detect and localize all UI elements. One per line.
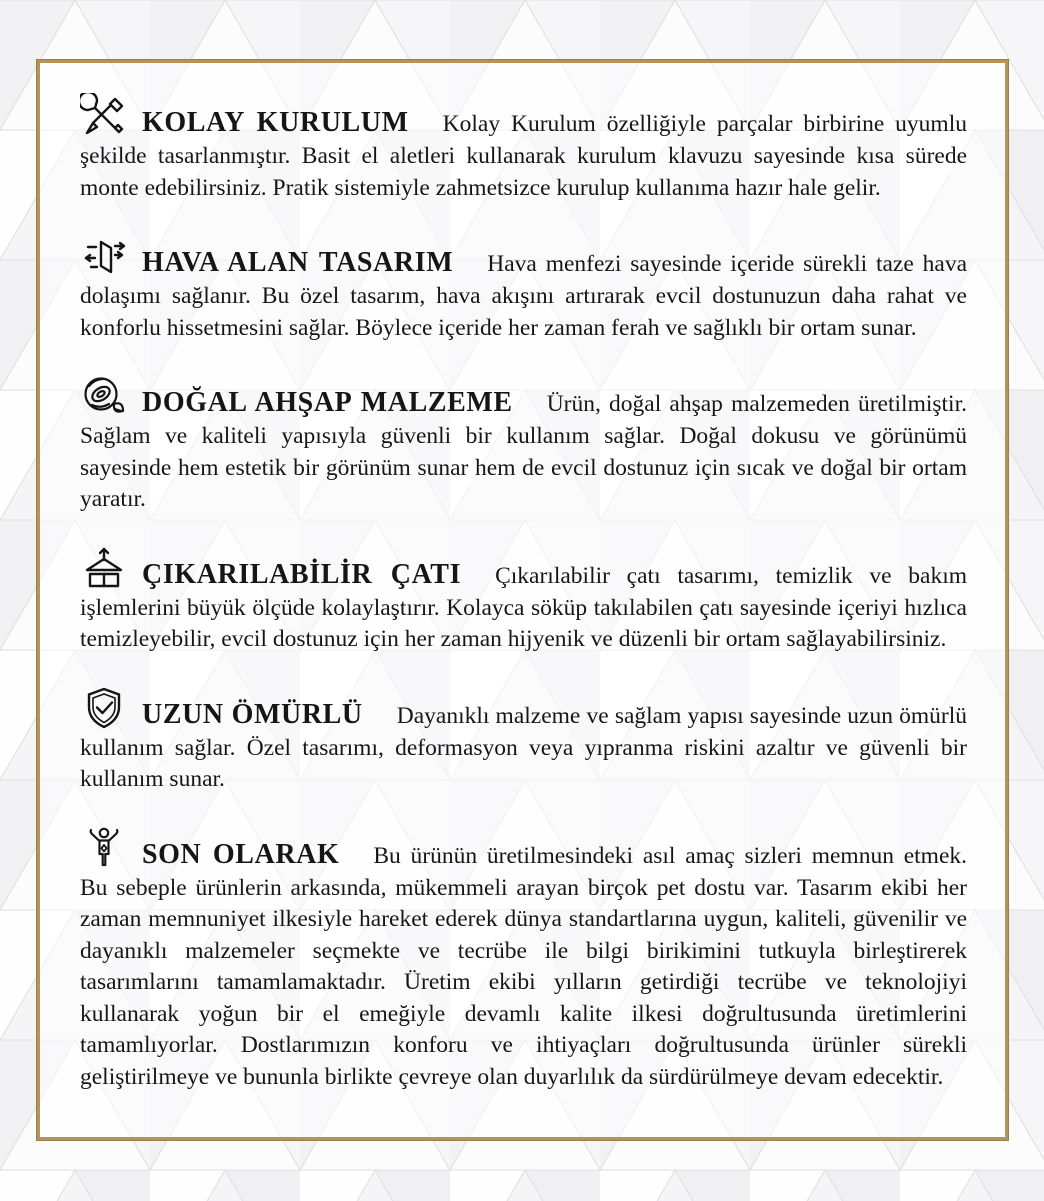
feature-section-dogal-ahsap-malzeme <box>80 373 967 516</box>
section-heading: ÇIKARILABİLİR ÇATI <box>142 558 462 590</box>
removable-roof-icon <box>80 545 128 593</box>
shield-check-icon <box>80 685 128 733</box>
section-body-text: Çıkarılabilir çatı tasarımı, temizlik ve bakım işlemlerini büyük ölçüde kolaylaştırır. Kolayca söküp takılabilen çatı sayesinde içeriyi hızlıca temizleyebilir, evcil dostunuz için her zaman hijyenik ve düzenli bir ortam sağlayabilirsiniz. <box>80 562 968 652</box>
section-heading: SON OLARAK <box>142 838 340 870</box>
section-heading: KOLAY KURULUM <box>142 107 409 138</box>
feature-section-uzun-omurlu <box>80 685 967 796</box>
wood-grain-icon <box>80 373 128 421</box>
section-body-text: Ürün, doğal ahşap malzemeden üretilmiştir. Sağlam ve kaliteli yapısıyla güvenli bir kullanım sağlar. Doğal dokusu ve görünümü sayesinde hem estetik bir görünüm sunar hem de evcil dostunuz için sıcak ve doğal bir ortam yaratır. <box>80 391 967 512</box>
feature-section-kolay-kurulum <box>80 93 967 204</box>
section-body-text: Hava menfezi sayesinde içeride sürekli taze hava dolaşımı sağlanır. Bu özel tasarım, hava akışını artırarak evcil dostunuzun daha rahat ve konforlu hissetmesini sağlar. Böylece içeride her zaman ferah ve sağlıklı bir ortam sunar. <box>80 251 967 341</box>
section-body-text: Kolay Kurulum özelliğiyle parçalar birbirine uyumlu şekilde tasarlanmıştır. Basit el aletleri kullanarak kurulum klavuzu sayesinde kısa sürede monte edebilirsiniz. Pratik sistemiyle zahmetsizce kurulup kullanıma hazır hale gelir. <box>80 111 967 201</box>
section-heading: DOĞAL AHŞAP MALZEME <box>142 387 513 418</box>
section-body-text: Dayanıklı malzeme ve sağlam yapısı sayesinde uzun ömürlü kullanım sağlar. Özel tasarımı, deformasyon veya yıpranma riskini azaltır ve güvenli bir kullanım sunar. <box>80 702 968 792</box>
section-heading: UZUN ÖMÜRLÜ <box>142 698 363 730</box>
air-vent-icon <box>80 233 128 281</box>
section-heading: HAVA ALAN TASARIM <box>142 247 454 278</box>
section-body-text: Bu ürünün üretilmesindeki asıl amaç sizleri memnun etmek. Bu sebeple ürünlerin arkasında, mükemmeli arayan birçok pet dostu var. Tasarım ekibi her zaman memnuniyet ilkesiyle hareket ederek dünya standartlarına uygun, kaliteli, güvenilir ve dayanıklı malzemeler seçmekte ve tecrübe ile bilgi birikimini tutkuyla birleştirerek tasarımlarını tamamlamaktadır. Üretim ekibi yılların getirdiği tecrübe ve teknolojiyi kullanarak yoğun bir el emeğiyle devamlı kalite ilkesi doğrultusunda üretimlerini tamamlıyorlar. Dostlarımızın konforu ve ihtiyaçları doğrultusunda ürünler sürekli geliştirilmeye ve bununla birlikte çevreye olan duyarlılık da sürdürülmeye devam edecektir. <box>80 842 968 1090</box>
feature-section-cikarilabilir-cati <box>80 545 967 656</box>
tools-icon <box>80 93 128 141</box>
content-frame <box>37 60 1008 1140</box>
cheering-person-icon <box>80 825 128 873</box>
feature-section-son-olarak <box>80 825 967 1094</box>
feature-section-hava-alan-tasarim <box>80 233 967 344</box>
